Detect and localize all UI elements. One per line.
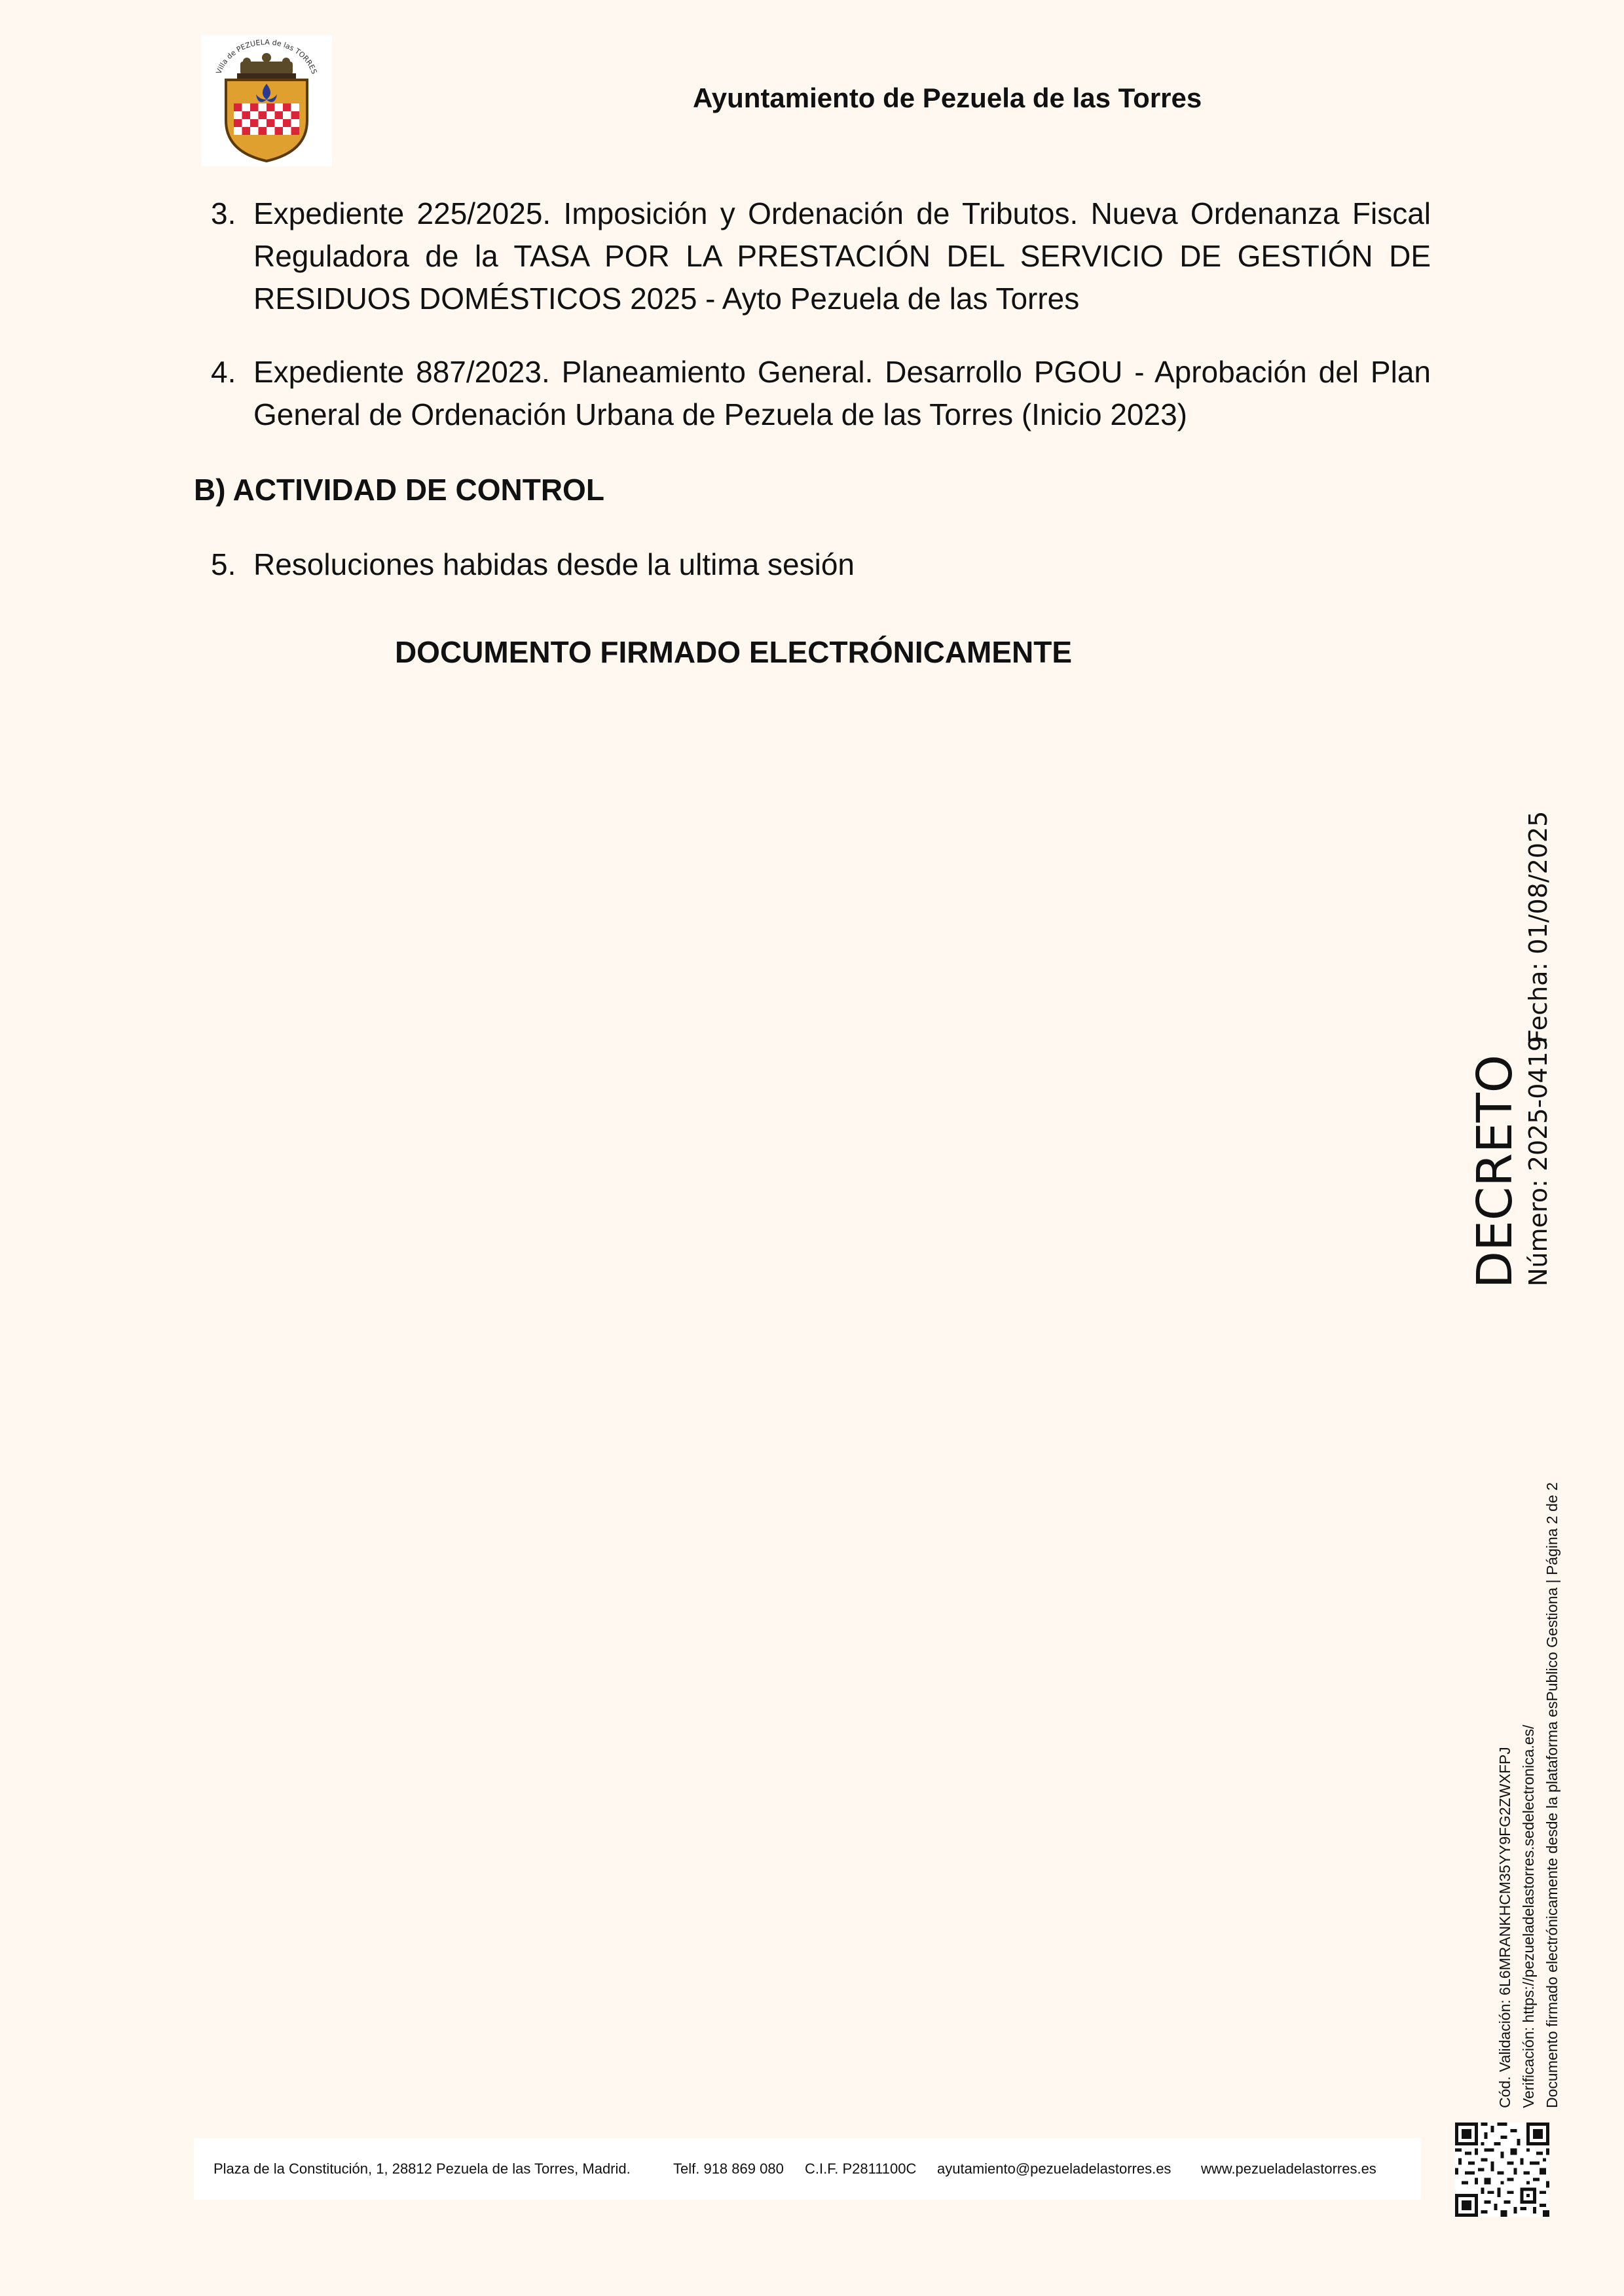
decree-date: Fecha: 01/08/2025 <box>1524 811 1553 1044</box>
footer-cif: C.I.F. P2811100C <box>805 2160 917 2177</box>
agenda-item <box>211 543 1431 586</box>
validation-block <box>1493 1388 1564 2108</box>
svg-text:Villa de PEZUELA de las TORRES: Villa de PEZUELA de las TORRES <box>214 38 319 75</box>
agenda-item <box>211 351 1431 436</box>
decree-number: Número: 2025-0419 <box>1524 1036 1553 1286</box>
verification-link[interactable]: Verificación: https://pezueladelastorres.sedelectronica.es/ <box>1520 1724 1537 2108</box>
footer-address: Plaza de la Constitución, 1, 28812 Pezuela de las Torres, Madrid. <box>213 2160 631 2177</box>
validation-code: Cód. Validación: 6L6MRANKHCM35YY9FG2ZWXFPJ <box>1496 1747 1513 2108</box>
organization-name: Ayuntamiento de Pezuela de las Torres <box>693 82 1202 113</box>
footer-website[interactable]: www.pezueladelastorres.es <box>1201 2160 1376 2177</box>
agenda-item <box>211 192 1431 320</box>
signed-notice: DOCUMENTO FIRMADO ELECTRÓNICAMENTE <box>394 635 1073 669</box>
agenda-item-number: 3. <box>211 196 236 230</box>
footer-phone: Telf. 918 869 080 <box>673 2160 784 2177</box>
decree-stamp-type: DECRETO <box>1467 1054 1523 1288</box>
agenda-item-number: 4. <box>211 355 236 389</box>
coat-of-arms-icon <box>201 35 332 166</box>
agenda-item-number: 5. <box>211 547 236 581</box>
agenda-item-text: Resoluciones habidas desde la ultima sesión <box>253 547 855 581</box>
agenda-item-text: Expediente 225/2025. Imposición y Ordenación de Tributos. Nueva Ordenanza Fiscal Reguladora de la TASA POR LA PRESTACIÓN DEL SERVICIO DE GESTIÓN DE RESIDUOS DOMÉSTICOS 2025 - Ayto Pezuela de las Torres <box>253 196 1431 316</box>
qr-code-icon <box>1455 2123 1549 2217</box>
footer-email[interactable]: ayutamiento@pezueladelastorres.es <box>937 2160 1172 2177</box>
footer-bar <box>194 2138 1421 2200</box>
agenda-item-text: Expediente 887/2023. Planeamiento General. Desarrollo PGOU - Aprobación del Plan General de Ordenación Urbana de Pezuela de las Torres (Inicio 2023) <box>253 355 1431 431</box>
section-heading: B) ACTIVIDAD DE CONTROL <box>194 473 604 507</box>
platform-notice: Documento firmado electrónicamente desde la plataforma esPublico Gestiona | Página 2 de 2 <box>1543 1482 1560 2108</box>
